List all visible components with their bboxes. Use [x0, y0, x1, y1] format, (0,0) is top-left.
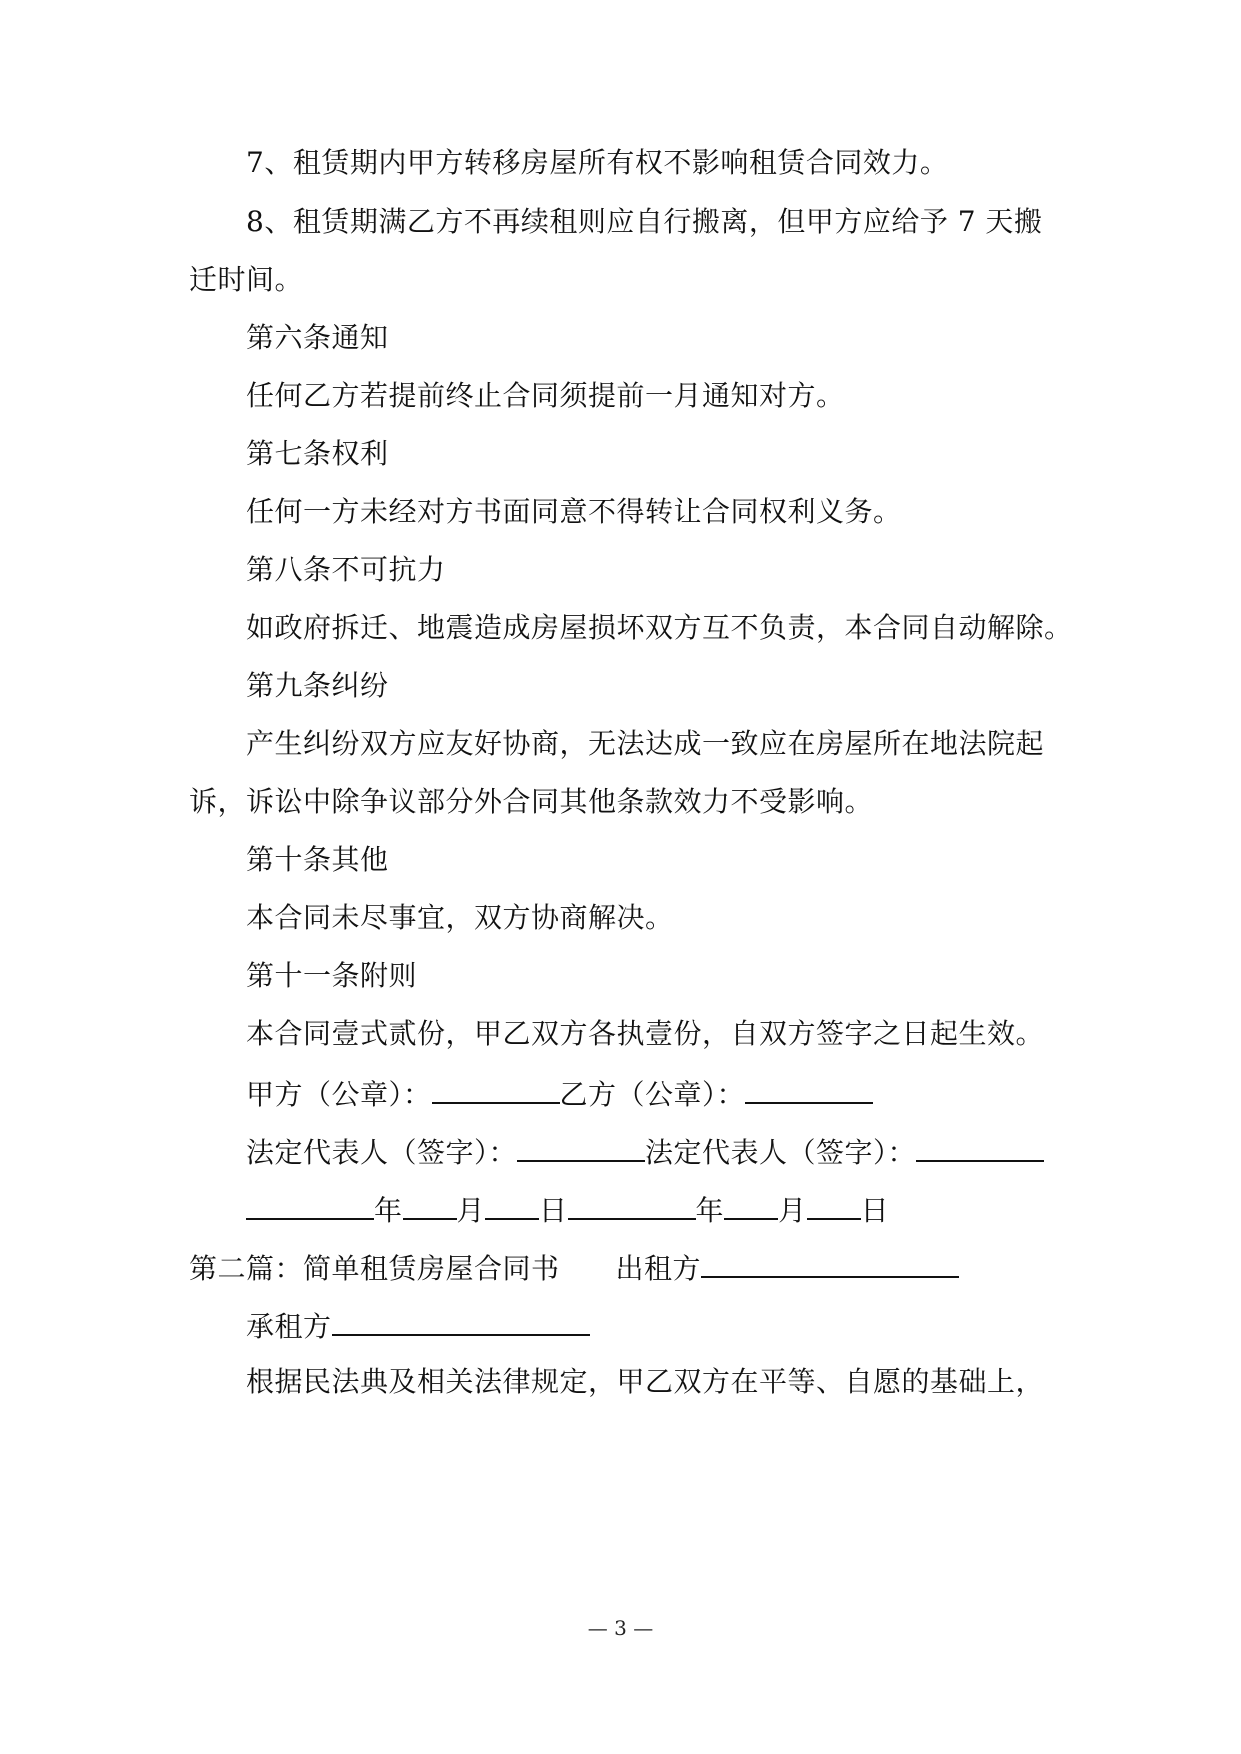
heading-article-6: 第六条通知	[246, 321, 389, 354]
lessee-line	[246, 1304, 590, 1347]
heading-article-8: 第八条不可抗力	[246, 553, 446, 586]
lessee-label: 承租方	[246, 1310, 332, 1343]
article-9-text-line1: 产生纠纷双方应友好协商，无法达成一致应在房屋所在地法院起	[246, 727, 1045, 760]
date-a-year-blank	[246, 1188, 374, 1220]
article-7-text: 任何一方未经对方书面同意不得转让合同权利义务。	[246, 495, 902, 528]
lessor-label: 出租方	[615, 1252, 702, 1285]
date-a-month-blank	[403, 1188, 457, 1220]
rep-b-label: 法定代表人（签字）：	[645, 1136, 917, 1169]
party-a-seal-label: 甲方（公章）：	[246, 1078, 432, 1111]
article-8-text: 如政府拆迁、地震造成房屋损坏双方互不负责，本合同自动解除。	[246, 611, 1073, 644]
article-9-text-line2: 诉，诉讼中除争议部分外合同其他条款效力不受影响。	[189, 785, 874, 818]
seal-line	[246, 1072, 873, 1115]
party-a-seal-blank	[432, 1072, 560, 1104]
date-b-day-label: 日	[860, 1194, 890, 1227]
article-6-text: 任何乙方若提前终止合同须提前一月通知对方。	[246, 379, 845, 412]
date-a-day-blank	[485, 1188, 539, 1220]
second-part-title: 第二篇：简单租赁房屋合同书	[189, 1252, 560, 1285]
date-b-year-label: 年	[695, 1194, 725, 1227]
party-b-seal-blank	[745, 1072, 873, 1104]
rep-b-blank	[916, 1130, 1044, 1162]
rep-a-blank	[517, 1130, 645, 1162]
clause-item-7: 7、租赁期内甲方转移房屋所有权不影响租赁合同效力。	[246, 146, 949, 179]
second-part-intro: 根据民法典及相关法律规定，甲乙双方在平等、自愿的基础上，	[246, 1365, 1045, 1398]
date-b-month-blank	[724, 1188, 778, 1220]
article-10-text: 本合同未尽事宜，双方协商解决。	[246, 901, 674, 934]
clause-item-8-line1: 8、租赁期满乙方不再续租则应自行搬离，但甲方应给予 7 天搬	[246, 205, 1043, 238]
rep-a-label: 法定代表人（签字）：	[246, 1136, 518, 1169]
date-b-day-blank	[807, 1188, 861, 1220]
date-a-month-label: 月	[456, 1194, 486, 1227]
heading-article-11: 第十一条附则	[246, 959, 418, 992]
heading-article-10: 第十条其他	[246, 843, 389, 876]
page-number: — 3 —	[587, 1616, 654, 1640]
clause-item-8-line2: 迁时间。	[189, 263, 304, 296]
date-a-year-label: 年	[374, 1194, 403, 1227]
lessee-blank	[332, 1304, 590, 1336]
heading-article-7: 第七条权利	[246, 437, 389, 470]
date-b-year-blank	[568, 1188, 696, 1220]
heading-article-9: 第九条纠纷	[246, 669, 389, 702]
representative-line	[246, 1130, 1044, 1173]
lessor-blank	[701, 1246, 959, 1278]
date-a-day-label: 日	[539, 1194, 568, 1227]
second-part-title-line	[189, 1246, 959, 1289]
date-line	[246, 1188, 889, 1231]
party-b-seal-label: 乙方（公章）：	[559, 1078, 746, 1111]
date-b-month-label: 月	[778, 1194, 807, 1227]
article-11-text: 本合同壹式贰份，甲乙双方各执壹份，自双方签字之日起生效。	[246, 1017, 1045, 1050]
